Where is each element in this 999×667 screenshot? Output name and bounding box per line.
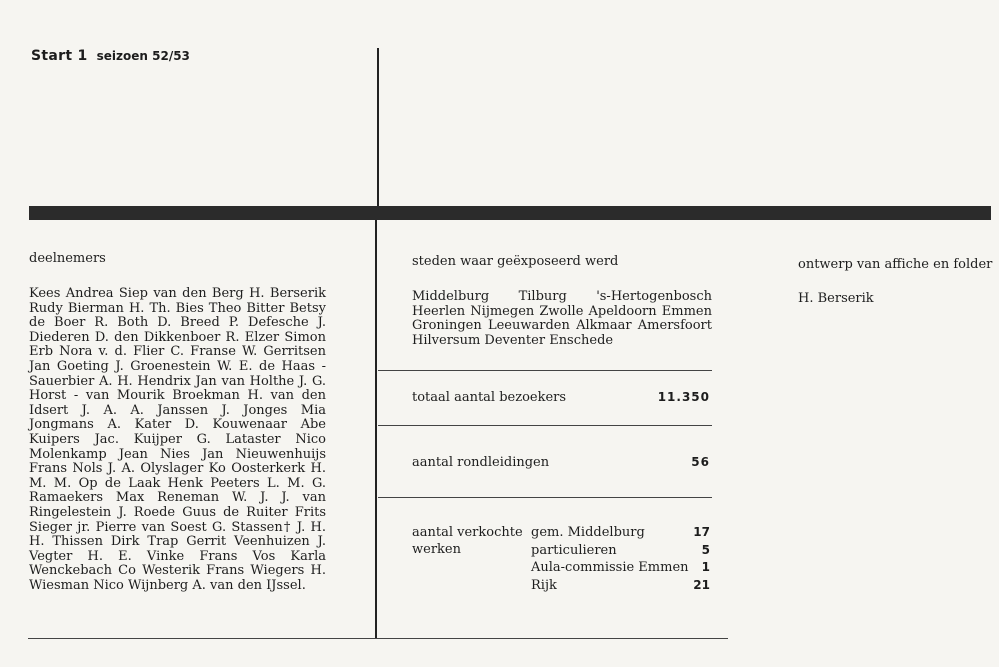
stats-rule-1 [378, 370, 712, 371]
tours-row [412, 455, 710, 470]
issue-title: Start 1 [31, 48, 88, 64]
page-header [31, 45, 190, 64]
cities-heading: steden waar geëxposeerd werd [412, 254, 619, 269]
visitors-label: totaal aantal bezoekers [412, 390, 567, 405]
top-divider [377, 48, 379, 208]
bottom-rule [28, 638, 728, 639]
table-row [531, 524, 710, 542]
section-bar [29, 206, 991, 220]
buyer-count: 5 [701, 542, 710, 557]
visitors-row [412, 390, 710, 405]
stats-rule-3 [378, 497, 712, 498]
stats-rule-2 [378, 425, 712, 426]
designer-name: H. Berserik [798, 291, 874, 306]
sold-works-table [531, 524, 710, 594]
table-row [531, 559, 710, 577]
participants-heading: deelnemers [29, 251, 106, 266]
tours-label: aantal rondleidingen [412, 455, 550, 470]
buyer-count: 1 [701, 560, 710, 574]
buyer-count: 17 [693, 525, 710, 539]
buyer-count: 21 [693, 577, 710, 592]
buyer-name: particulieren [531, 542, 617, 558]
middle-divider [375, 220, 377, 639]
table-row [531, 542, 710, 560]
buyer-name: Aula-commissie Emmen [531, 560, 689, 575]
season-label: seizoen 52/53 [96, 49, 190, 63]
design-heading: ontwerp van affiche en folder [798, 257, 993, 272]
buyer-name: Rijk [531, 577, 557, 593]
cities-list: Middelburg Tilburg 's-Hertogenbosch Heerlen Nijmegen Zwolle Apeldoorn Emmen Groningen Leeuwarden Alkmaar Amersfoort Hilversum Deventer Enschede [412, 289, 712, 348]
sold-works-label: aantal verkochte werken [412, 525, 523, 557]
tours-value: 56 [691, 455, 710, 469]
buyer-name: gem. Middelburg [531, 525, 645, 540]
visitors-value: 11.350 [657, 390, 710, 404]
participants-list: Kees Andrea Siep van den Berg H. Berserik Rudy Bierman H. Th. Bies Theo Bitter Betsy de Boer R. Both D. Breed P. Defesche J. Diederen D. den Dikkenboer R. Elzer Simon Erb Nora v. d. Flier C. Franse W. Gerritsen Jan Goeting J. Groenestein W. E. de Haas - Sauerbier A. H. Hendrix Jan van Holthe J. G. Horst - van Mourik Broekman H. van den Idsert J. A. A. Janssen J. Jonges Mia Jongmans A. Kater D. Kouwenaar Abe Kuipers Jac. Kuijper G. Lataster Nico Molenkamp Jean Nies Jan Nieuwenhuijs Frans Nols J. A. Olyslager Ko Oosterkerk H. M. M. Op de Laak Henk Peeters L. M. G. Ramaekers Max Reneman W. J. J. van Ringelestein J. Roede Guus de Ruiter Frits Sieger jr. Pierre van Soest G. Stassen† J. H. H. Thissen Dirk Trap Gerrit Veenhuizen J. Vegter H. E. Vinke Frans Vos Karla Wenckebach Co Westerik Frans Wiegers H. Wiesman Nico Wijnberg A. van den IJssel. [29, 286, 326, 593]
table-row [531, 577, 710, 595]
